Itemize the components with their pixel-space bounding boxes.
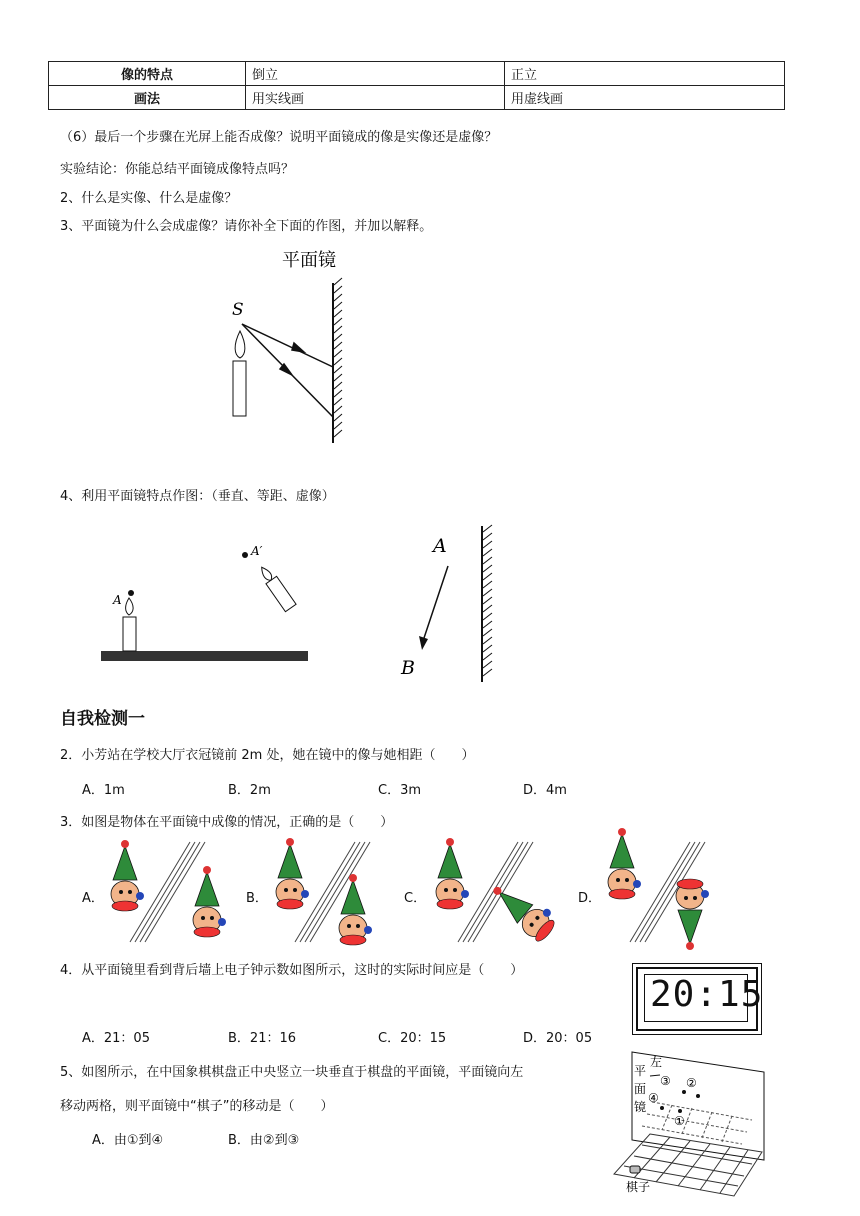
quiz-3-option-a[interactable]: A． [82,891,104,906]
source-label: S [232,300,244,320]
marker-3: ③ [660,1074,671,1088]
quiz-4-stem: 4．从平面镜里看到背后墙上电子钟示数如图所示，这时的实际时间应是（ ） [60,963,524,978]
tilted-candle [257,563,296,611]
conclusion-text: 实验结论：你能总结平面镜成像特点吗？ [60,162,295,177]
quiz-4-option-c[interactable]: C．20：15 [378,1031,447,1046]
elf-mirror-figures [100,838,740,950]
table-cell-real: 倒立 [246,62,505,86]
quiz-2-stem: 2．小芳站在学校大厅衣冠镜前 2m 处，她在镜中的像与她相距（ ） [60,748,475,763]
arrow-ab [422,566,448,644]
mirror-label: 平面镜 [282,250,336,271]
quiz-3-option-c[interactable]: C． [404,891,427,906]
mian-label: 面 [634,1082,647,1096]
mirror-ray-figure [200,245,400,450]
image-properties-table [48,61,785,110]
quiz-3-option-b[interactable]: B． [246,891,268,906]
quiz-5-option-a[interactable]: A．由①到④ [92,1133,164,1148]
quiz-2-option-b[interactable]: B．2m [228,783,271,798]
elf-image-a [193,866,226,937]
ping-label: 平 [634,1064,647,1078]
table-cell-virtual: 用虚线画 [505,86,785,110]
table-cell-label: 画法 [49,86,246,110]
clock-digits: 20:15 [650,974,764,1015]
chessboard-mirror-figure [612,1050,772,1200]
jing-label: 镜 [634,1100,647,1114]
chess-piece-icon [630,1166,640,1173]
quiz-5-stem-line1: 5、如图所示，在中国象棋棋盘正中央竖立一块垂直于棋盘的平面镜，平面镜向左 [60,1065,524,1080]
elf-object-a [111,840,144,911]
mirror-hatch [334,278,342,437]
quiz-2-option-c[interactable]: C．3m [378,783,422,798]
point-a-prime-label: A′ [251,544,263,558]
table-row [49,86,785,110]
quiz-4-option-a[interactable]: A．21：05 [82,1031,150,1046]
quiz-5-option-b[interactable]: B．由②到③ [228,1133,300,1148]
arrow-a-label: A [433,535,447,557]
elf-object-b [276,838,309,909]
arrow-mirror-figure [395,522,505,687]
digital-clock [636,967,764,1031]
piece-label: 棋子 [626,1180,651,1194]
candle-icon [233,361,246,416]
table-row [49,62,785,86]
flame-icon [235,331,245,358]
marker-2: ② [686,1076,697,1090]
mirror-a [130,842,205,942]
quiz-4-option-b[interactable]: B．21：16 [228,1031,297,1046]
quiz-3-stem: 3．如图是物体在平面镜中成像的情况，正确的是（ ） [60,815,394,830]
elf-object-c [436,838,469,909]
quiz-2-option-a[interactable]: A．1m [82,783,125,798]
candle-image-figure [100,540,320,670]
elf-image-d [676,879,709,950]
marker-1: ① [674,1114,685,1128]
flame-icon [126,598,134,615]
quiz-4-option-d[interactable]: D．20：05 [523,1031,593,1046]
question-4-intro: 4、利用平面镜特点作图：（垂直、等距、虚像） [60,489,335,504]
point-a-label: A [113,593,122,607]
question-6: （6）最后一个步骤在光屏上能否成像？说明平面镜成的像是实像还是虚像？ [60,130,498,145]
table-surface [101,651,308,661]
table-cell-virtual: 正立 [505,62,785,86]
quiz-2-option-d[interactable]: D．4m [523,783,567,798]
quiz-5-stem-line2: 移动两格，则平面镜中“棋子”的移动是（ ） [60,1099,334,1114]
candle-icon [123,617,136,651]
arrowhead-icon [419,636,428,650]
table-cell-real: 用实线画 [246,86,505,110]
marker-4: ④ [648,1091,659,1105]
question-2-intro: 2、什么是实像、什么是虚像？ [60,191,238,206]
table-cell-label: 像的特点 [49,62,246,86]
section-title: 自我检测一 [60,709,145,729]
question-3-intro: 3、平面镜为什么会成虚像？请你补全下面的作图，并加以解释。 [60,219,433,234]
left-label: 左 [650,1055,663,1069]
elf-image-c [485,874,561,945]
mirror-hatch [483,525,492,676]
arrow-b-label: B [401,657,415,679]
quiz-3-option-d[interactable]: D． [578,891,602,906]
elf-object-d [608,828,641,899]
light-rays [242,324,333,417]
